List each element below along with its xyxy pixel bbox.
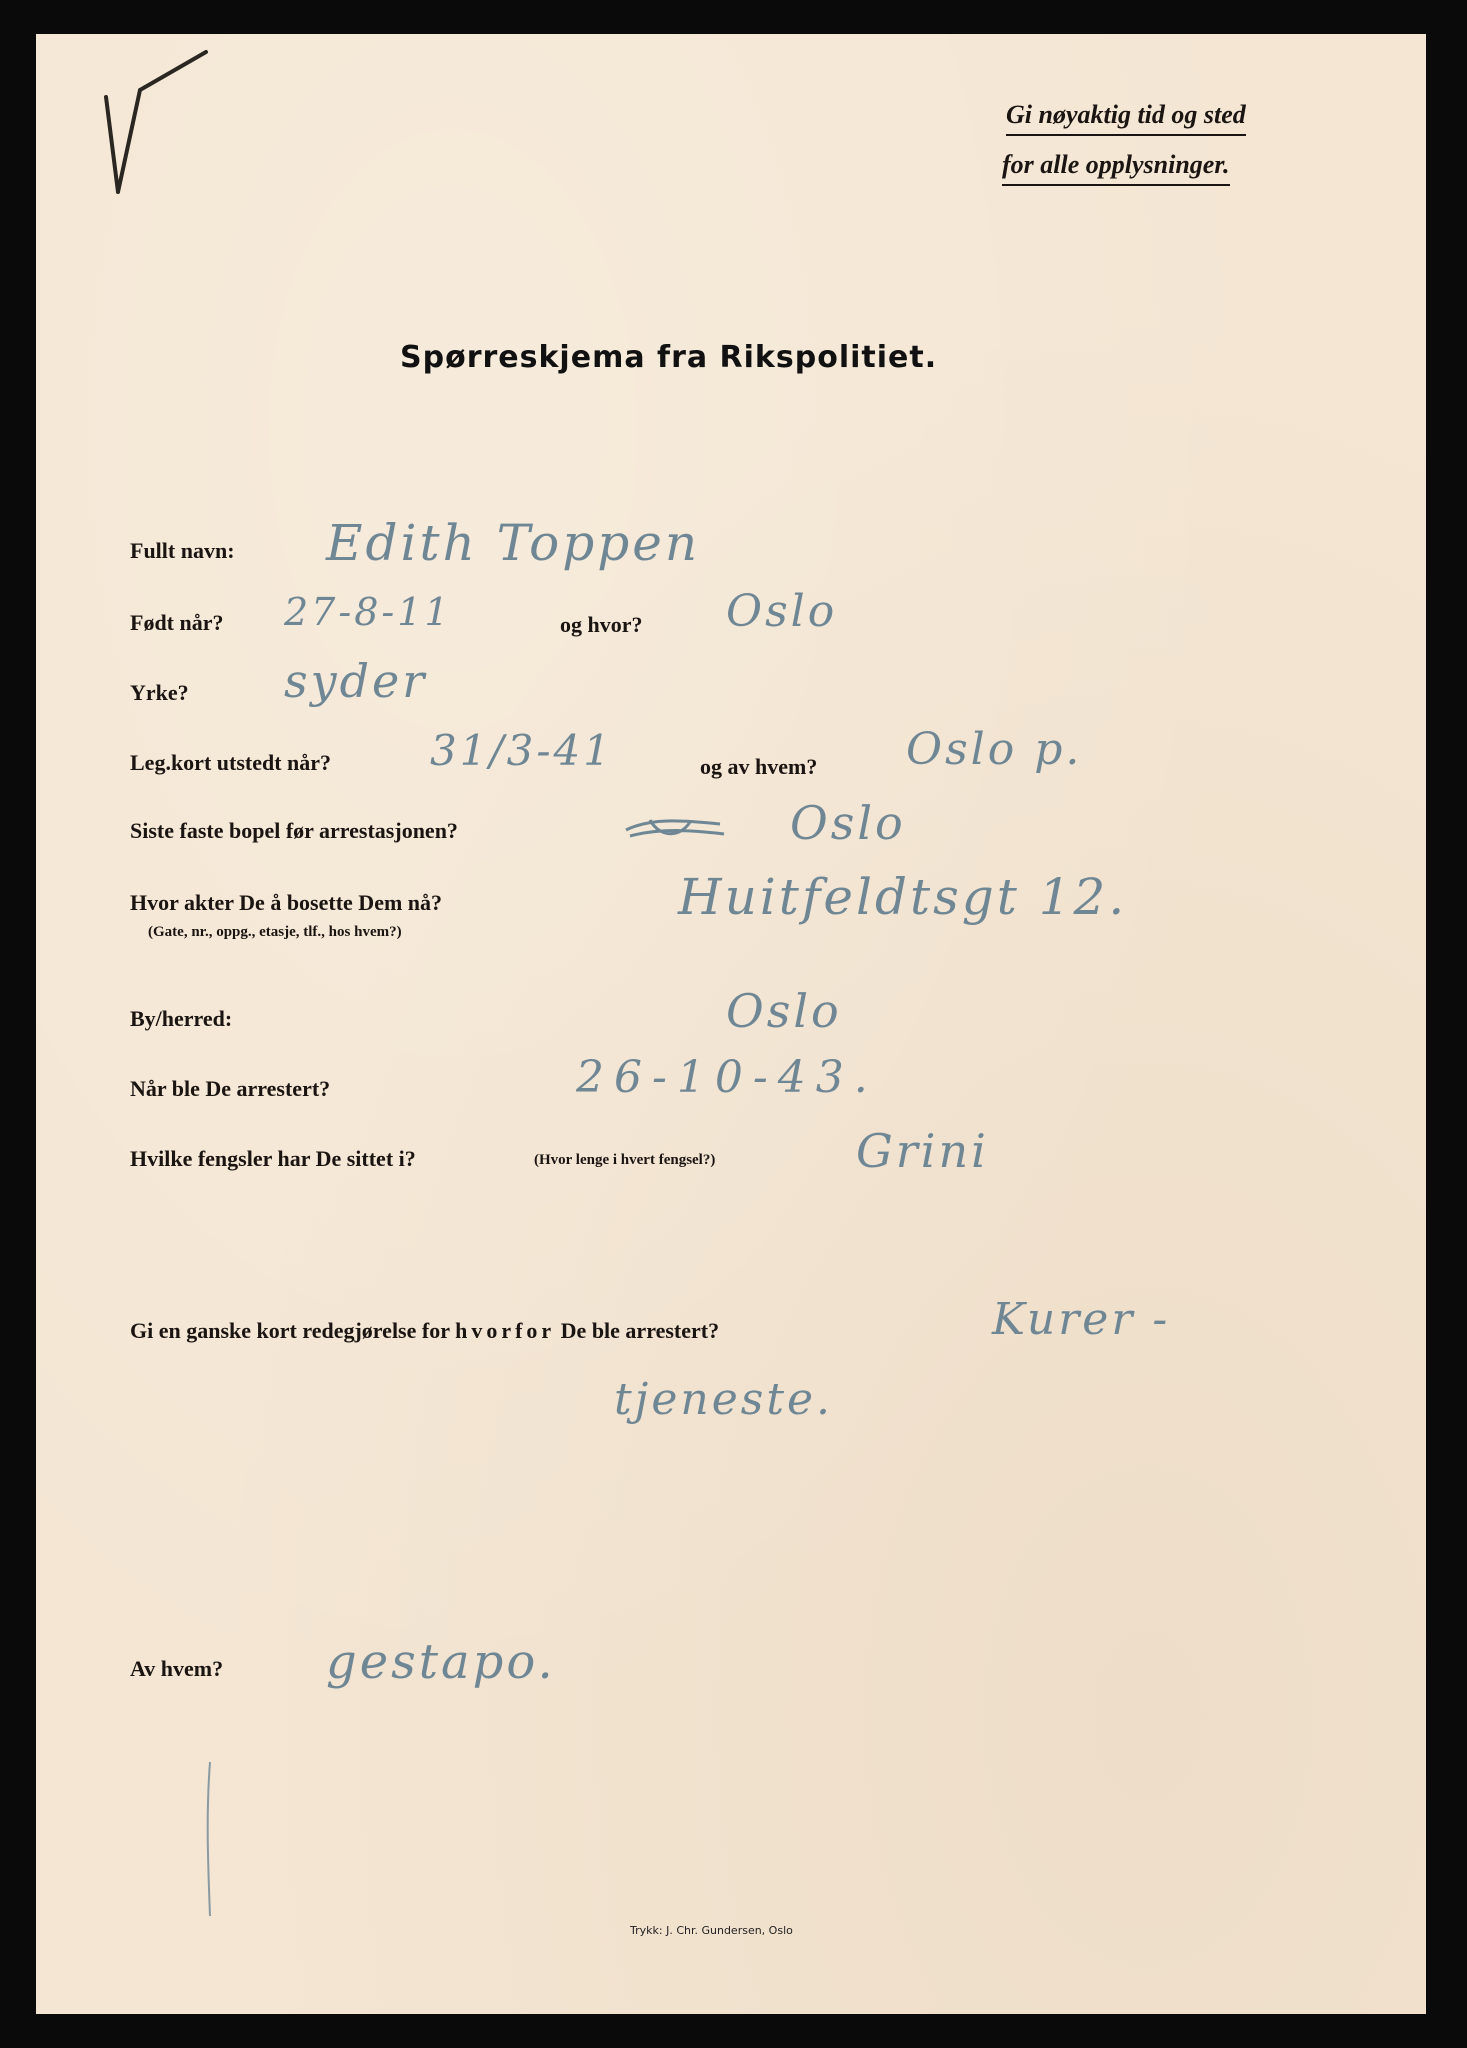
arrested-value: 26-10-43.	[576, 1052, 878, 1103]
arrested-label: Når ble De arrestert?	[130, 1076, 331, 1101]
name-label: Fullt navn:	[130, 538, 235, 563]
notice-line-2: for alle opplysninger.	[1002, 150, 1230, 186]
reason-label-part-2: De ble arrestert?	[560, 1318, 720, 1343]
crossed-out-scribble	[620, 808, 730, 848]
pencil-corner-mark	[66, 42, 216, 202]
city-label: By/herred:	[130, 1006, 233, 1031]
prisons-label: Hvilke fengsler har De sittet i?	[130, 1146, 416, 1171]
form-title: Spørreskjema fra Rikspolitiet.	[400, 340, 938, 375]
born-where-value: Oslo	[726, 586, 838, 637]
document-page	[36, 34, 1426, 2014]
occupation-value: syder	[284, 654, 428, 708]
reason-label-part-1: Gi en ganske kort redegjørelse for	[130, 1318, 450, 1343]
settle-value: Huitfeldtsgt 12.	[678, 868, 1128, 926]
legkort-by-label: og av hvem?	[700, 754, 818, 779]
legkort-by-value: Oslo p.	[906, 724, 1083, 775]
pencil-margin-line	[196, 1754, 226, 1924]
reason-value-line-1: Kurer -	[992, 1294, 1171, 1345]
residence-label: Siste faste bopel før arrestasjonen?	[130, 818, 458, 843]
city-value: Oslo	[726, 984, 842, 1038]
reason-value-line-2: tjeneste.	[614, 1374, 834, 1425]
by-whom-label: Av hvem?	[130, 1656, 224, 1681]
born-when-label: Født når?	[130, 610, 224, 635]
legkort-label: Leg.kort utstedt når?	[130, 750, 332, 775]
by-whom-value: gestapo.	[326, 1634, 556, 1690]
prisons-hint: (Hvor lenge i hvert fengsel?)	[534, 1152, 716, 1168]
notice-line-1: Gi nøyaktig tid og sted	[1006, 100, 1246, 136]
reason-label-emphasis: hvorfor	[455, 1318, 556, 1343]
born-when-value: 27-8-11	[284, 590, 452, 634]
settle-hint: (Gate, nr., oppg., etasje, tlf., hos hvem?)	[148, 924, 402, 940]
printer-credit: Trykk: J. Chr. Gundersen, Oslo	[630, 1924, 793, 1937]
name-value: Edith Toppen	[326, 514, 701, 572]
legkort-value: 31/3-41	[430, 726, 613, 775]
prisons-value: Grini	[856, 1124, 989, 1178]
reason-label	[130, 1318, 719, 1344]
settle-label: Hvor akter De å bosette Dem nå?	[130, 890, 443, 915]
occupation-label: Yrke?	[130, 680, 189, 705]
born-where-label: og hvor?	[560, 612, 643, 637]
residence-value: Oslo	[790, 796, 906, 850]
